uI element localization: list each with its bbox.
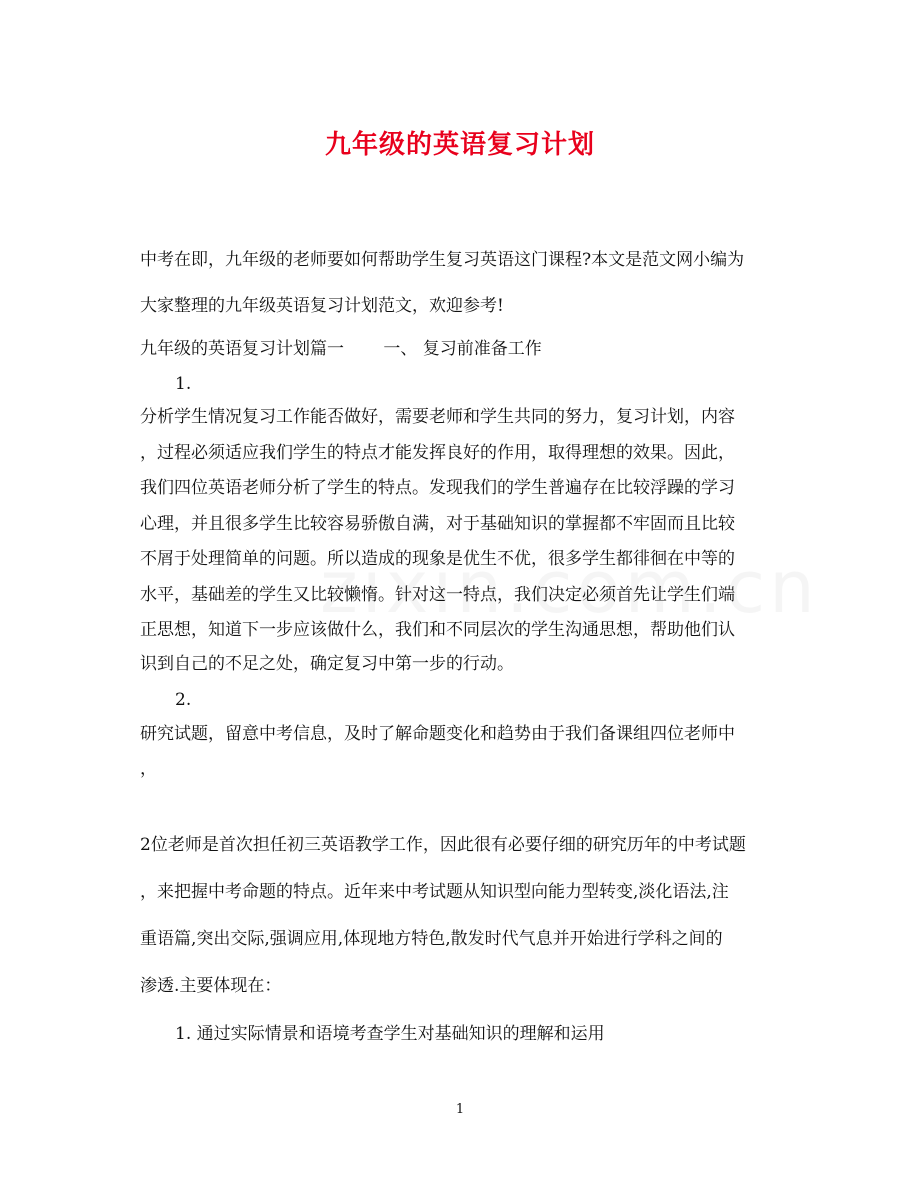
list-number: 1.: [175, 374, 192, 394]
document-title: 九年级的英语复习计划: [324, 130, 595, 160]
body-line: ，: [140, 759, 157, 779]
body-line: 分析学生情况复习工作能否做好，需要老师和学生共同的努力，复习计划，内容: [140, 407, 735, 427]
body-line: 研究试题，留意中考信息，及时了解命题变化和趋势由于我们备课组四位老师中: [140, 724, 735, 744]
body-line: 渗透.主要体现在：: [140, 976, 282, 996]
body-line: 水平，基础差的学生又比较懒惰。针对这一特点，我们决定必须首先让学生们端: [140, 585, 735, 605]
body-line: 大家整理的九年级英语复习计划范文，欢迎参考!: [140, 296, 504, 316]
body-line: 重语篇,突出交际,强调应用,体现地方特色,散发时代气息并开始进行学科之间的: [140, 929, 723, 949]
body-line: 我们四位英语老师分析了学生的特点。发现我们的学生普遍存在比较浮躁的学习: [140, 478, 735, 498]
body-line: 心理，并且很多学生比较容易骄傲自满，对于基础知识的掌握都不牢固而且比较: [140, 514, 735, 534]
body-line: 正思想，知道下一步应该做什么，我们和不同层次的学生沟通思想，帮助他们认: [140, 620, 735, 640]
body-line: 不屑于处理简单的问题。所以造成的现象是优生不优，很多学生都徘徊在中等的: [140, 549, 735, 569]
body-line: ，来把握中考命题的特点。近年来中考试题从知识型向能力型转变,淡化语法,注: [140, 882, 729, 902]
section-heading: 九年级的英语复习计划篇一 一、 复习前准备工作: [140, 339, 542, 359]
body-line: 中考在即，九年级的老师要如何帮助学生复习英语这门课程?本文是范文网小编为: [140, 250, 745, 270]
body-line: ，过程必须适应我们学生的特点才能发挥良好的作用，取得理想的效果。因此，: [140, 443, 735, 463]
page-number: 1: [455, 1102, 465, 1117]
list-number: 2.: [175, 690, 192, 710]
body-line: 识到自己的不足之处，确定复习中第一步的行动。: [140, 654, 514, 674]
body-line: 2位老师是首次担任初三英语教学工作，因此很有必要仔细的研究历年的中考试题: [140, 835, 746, 855]
list-item: 1. 通过实际情景和语境考查学生对基础知识的理解和运用: [175, 1024, 605, 1044]
